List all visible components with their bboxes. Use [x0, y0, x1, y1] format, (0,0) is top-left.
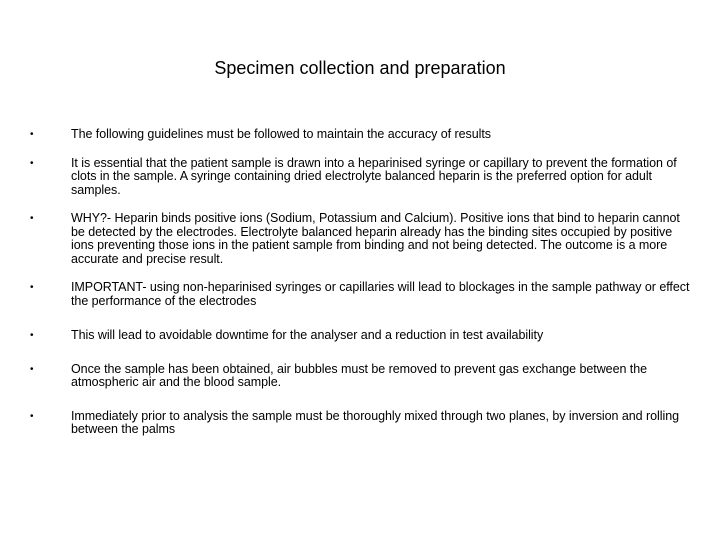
bullet-list	[30, 125, 690, 437]
bullet-text-5: This will lead to avoidable downtime for the analyser and a reduction in test availability	[71, 328, 544, 342]
bullet-marker-icon: •	[30, 282, 34, 293]
bullet-item-1	[30, 128, 690, 142]
bullet-marker-icon: •	[30, 363, 34, 375]
bullet-text-2: It is essential that the patient sample is drawn into a heparinised syringe or capillary to prevent the formation of clots in the sample. A syringe containing dried electrolyte balanced heparin is the preferred option for adult samples.	[71, 155, 677, 197]
bullet-text-7: Immediately prior to analysis the sample must be thoroughly mixed through two planes, by inversion and rolling between the palms	[71, 408, 680, 436]
bullet-item-2	[30, 157, 690, 198]
bullet-text-3: WHY?- Heparin binds positive ions (Sodium, Potassium and Calcium). Positive ions that bind to heparin cannot be detected by the electrodes. Electrolyte balanced heparin already has the binding sites occupied by positive ions preventing those ions in the patient sample from binding and not being detected. The outcome is a more accurate and precise result.	[71, 211, 680, 266]
bullet-item-5	[30, 329, 690, 343]
bullet-marker-icon: •	[30, 213, 34, 224]
bullet-text-4: IMPORTANT- using non-heparinised syringes or capillaries will lead to blockages in the sample pathway or effect the performance of the electrodes	[71, 280, 690, 308]
bullet-item-3	[30, 212, 690, 266]
bullet-item-6	[30, 363, 690, 390]
slide-title: Specimen collection and preparation	[214, 58, 506, 78]
bullet-item-7	[30, 410, 690, 437]
bullet-marker-icon: •	[30, 157, 34, 169]
bullet-marker-icon: •	[30, 330, 34, 341]
bullet-text-1: The following guidelines must be followed to maintain the accuracy of results	[71, 127, 491, 141]
bullet-item-4	[30, 281, 690, 308]
bullet-marker-icon: •	[30, 410, 34, 422]
bullet-text-6: Once the sample has been obtained, air bubbles must be removed to prevent gas exchange between the atmospheric air and the blood sample.	[71, 361, 648, 389]
bullet-marker-icon: •	[30, 129, 34, 140]
